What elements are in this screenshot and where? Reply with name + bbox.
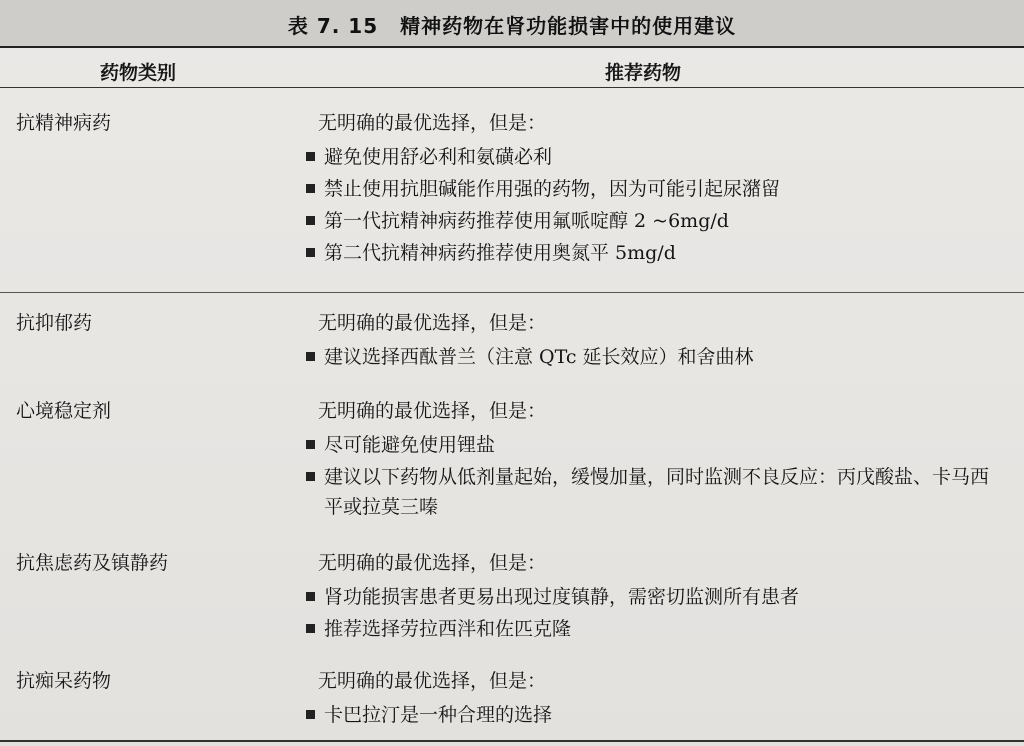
table-row <box>0 396 1024 526</box>
list-item: 避免使用舒必利和氨磺必利 <box>300 142 1000 172</box>
table-row <box>0 308 1024 378</box>
list-item: 推荐选择劳拉西泮和佐匹克隆 <box>300 614 1000 644</box>
square-bullet-icon <box>306 624 315 633</box>
square-bullet-icon <box>306 352 315 361</box>
table-title-text: 精神药物在肾功能损害中的使用建议 <box>400 14 737 38</box>
square-bullet-icon <box>306 472 315 481</box>
table-number: 表 7. 15 <box>287 14 379 38</box>
row-intro: 无明确的最优选择，但是： <box>318 112 547 134</box>
row-category: 抗精神病药 <box>16 112 112 134</box>
list-item: 禁止使用抗胆碱能作用强的药物，因为可能引起尿潴留 <box>300 174 1000 204</box>
table-top-rule <box>0 46 1024 48</box>
row-intro: 无明确的最优选择，但是： <box>318 400 547 422</box>
square-bullet-icon <box>306 440 315 449</box>
row-category: 抗焦虑药及镇静药 <box>16 552 169 574</box>
square-bullet-icon <box>306 216 315 225</box>
row-intro: 无明确的最优选择，但是： <box>318 552 547 574</box>
column-header-recommended: 推荐药物 <box>605 62 682 84</box>
row-intro: 无明确的最优选择，但是： <box>318 670 547 692</box>
list-item: 第二代抗精神病药推荐使用奥氮平 5mg/d <box>300 238 1000 268</box>
row-bullet-list <box>300 582 1000 646</box>
list-item: 第一代抗精神病药推荐使用氟哌啶醇 2 ~6mg/d <box>300 206 1000 236</box>
square-bullet-icon <box>306 152 315 161</box>
table-title <box>0 10 1024 39</box>
row-separator <box>0 292 1024 293</box>
row-category: 抗抑郁药 <box>16 312 93 334</box>
table-bottom-rule <box>0 740 1024 742</box>
column-header-category: 药物类别 <box>100 62 177 84</box>
list-item: 卡巴拉汀是一种合理的选择 <box>300 700 1000 730</box>
list-item: 肾功能损害患者更易出现过度镇静，需密切监测所有患者 <box>300 582 1000 612</box>
row-category: 心境稳定剂 <box>16 400 112 422</box>
row-bullet-list <box>300 142 1000 270</box>
table-row <box>0 108 1024 278</box>
list-item: 建议选择西酞普兰（注意 QTc 延长效应）和舍曲林 <box>300 342 1000 372</box>
table-row <box>0 548 1024 648</box>
square-bullet-icon <box>306 184 315 193</box>
square-bullet-icon <box>306 592 315 601</box>
row-bullet-list <box>300 700 1000 732</box>
list-item: 尽可能避免使用锂盐 <box>300 430 1000 460</box>
table-row <box>0 666 1024 736</box>
list-item: 建议以下药物从低剂量起始，缓慢加量，同时监测不良反应：丙戊酸盐、卡马西平或拉莫三嗪 <box>300 462 1000 522</box>
row-intro: 无明确的最优选择，但是： <box>318 312 547 334</box>
row-bullet-list <box>300 342 1000 374</box>
square-bullet-icon <box>306 710 315 719</box>
row-category: 抗痴呆药物 <box>16 670 112 692</box>
square-bullet-icon <box>306 248 315 257</box>
row-bullet-list <box>300 430 1000 524</box>
table-header-rule <box>0 87 1024 88</box>
